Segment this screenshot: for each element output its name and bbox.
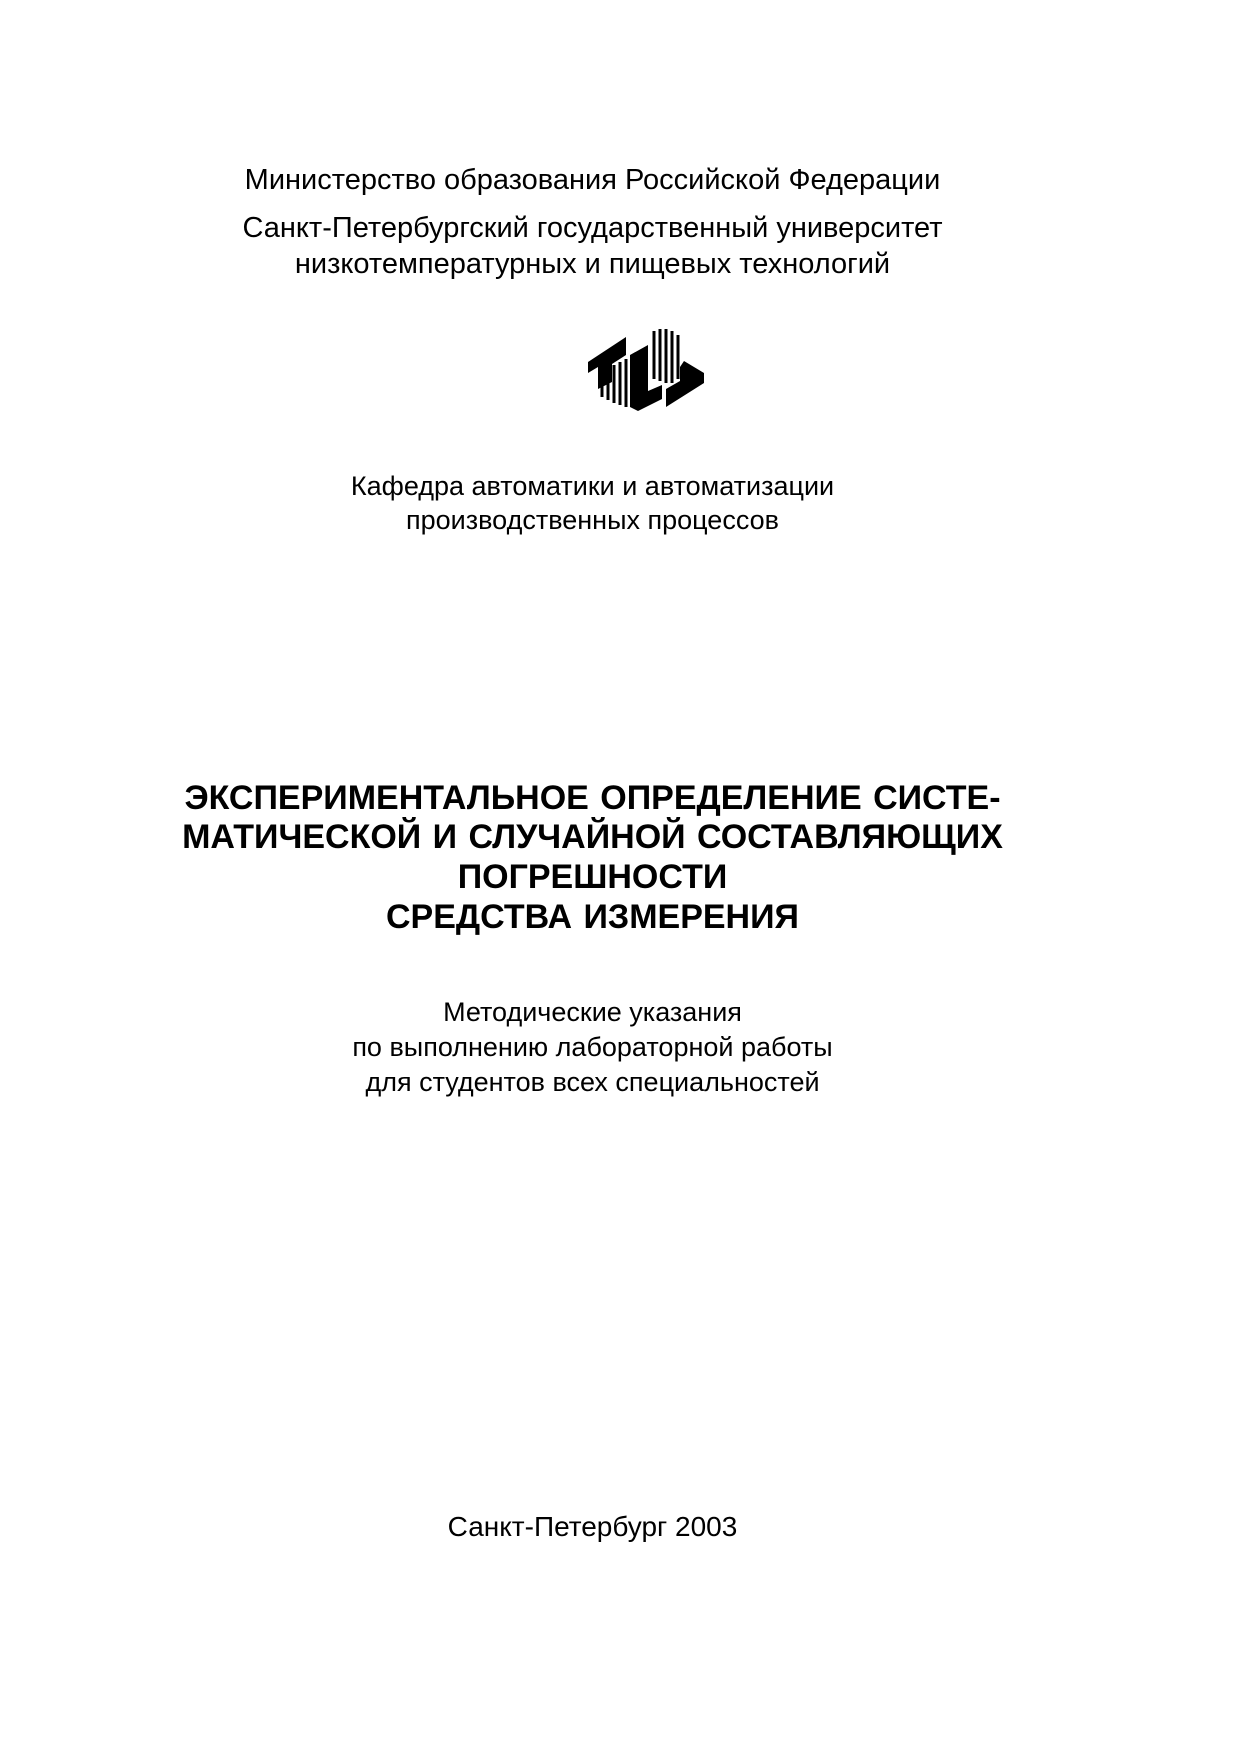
title-line-3: ПОГРЕШНОСТИ bbox=[457, 858, 728, 896]
ministry-line: Министерство образования Российской Федерации bbox=[244, 164, 941, 196]
subtitle-line-2: по выполнению лабораторной работы bbox=[352, 1032, 833, 1062]
title-line-2: МАТИЧЕСКОЙ И СЛУЧАЙНОЙ СОСТАВЛЯЮЩИХ bbox=[182, 818, 1003, 856]
department-line-1: Кафедра автоматики и автоматизации bbox=[350, 471, 835, 501]
subtitle-line-3: для студентов всех специальностей bbox=[365, 1067, 820, 1097]
title-line-1: ЭКСПЕРИМЕНТАЛЬНОЕ ОПРЕДЕЛЕНИЕ СИСТЕ- bbox=[184, 779, 1001, 817]
place-and-year: Санкт-Петербург 2003 bbox=[447, 1511, 738, 1542]
university-name-line-1: Санкт-Петербургский государственный университет bbox=[242, 212, 943, 244]
title-line-4: СРЕДСТВА ИЗМЕРЕНИЯ bbox=[386, 898, 799, 936]
university-name-line-2: низкотемпературных и пищевых технологий bbox=[294, 248, 891, 280]
university-emblem-icon bbox=[588, 327, 704, 417]
department-line-2: производственных процессов bbox=[406, 505, 779, 535]
subtitle-line-1: Методические указания bbox=[443, 997, 742, 1027]
